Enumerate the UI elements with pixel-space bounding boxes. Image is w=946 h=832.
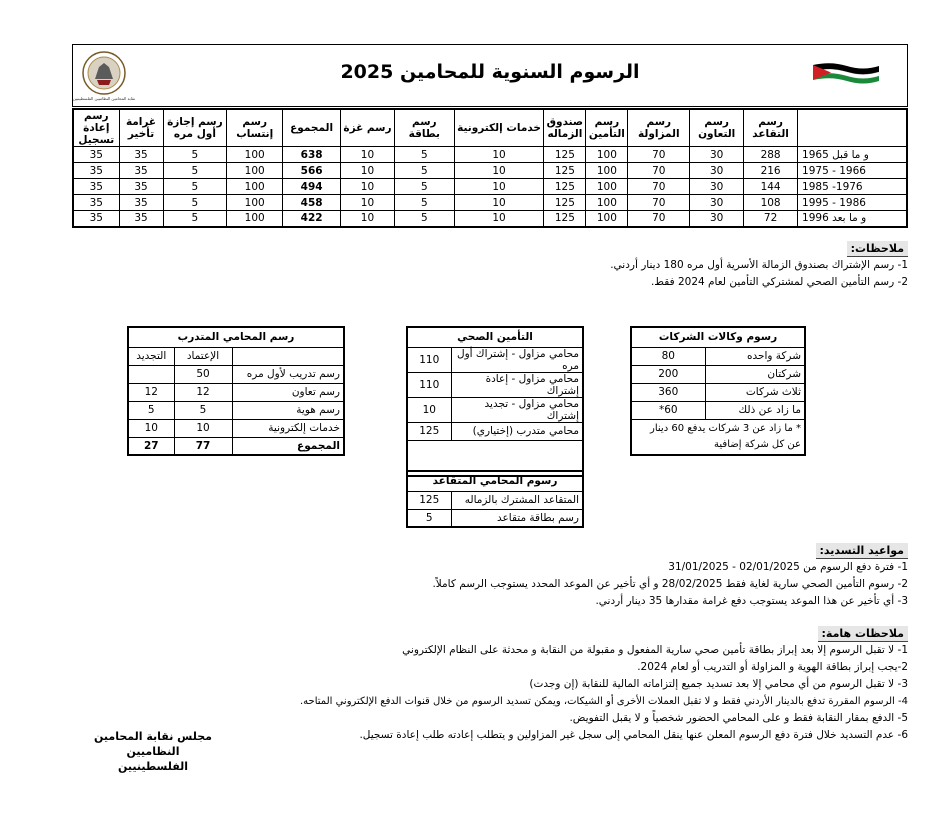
row-label: شركة واحده: [705, 347, 805, 365]
total-accredit: 77: [174, 437, 232, 455]
total-label: المجموع: [232, 437, 344, 455]
row-label: شركتان: [705, 365, 805, 383]
deadline-item: 3- أي تأخير عن هذا الموعد يستوجب دفع غرامة مقدارها 35 دينار أردني.: [595, 595, 908, 607]
companies-footnote: * ما زاد عن 3 شركات يدفع 60 دينار عن كل شركة إضافية: [631, 419, 805, 455]
practice-cell: 70: [628, 147, 690, 163]
membership-cell: 100: [227, 163, 283, 179]
health-insurance-table: [406, 326, 584, 477]
row-value: 125: [407, 422, 451, 440]
insurance-cell: 100: [586, 195, 628, 211]
notes-heading: ملاحظات:: [847, 241, 908, 257]
companies-title: رسوم وكالات الشركات: [631, 327, 805, 347]
table-row: [631, 383, 805, 401]
first-license-cell: 5: [163, 179, 227, 195]
membership-cell: 100: [227, 179, 283, 195]
total-cell: 494: [283, 179, 341, 195]
col-first-license: رسم إجازة أول مره: [163, 109, 227, 147]
important-item: 2-يجب إبراز بطاقة الهوية و المزاولة أو التدريب أو لعام 2024.: [637, 661, 908, 673]
table-row: [407, 372, 583, 397]
e-services-cell: 10: [454, 195, 544, 211]
cooperation-cell: 30: [690, 163, 744, 179]
trainee-fees-table: [127, 326, 345, 456]
row-label: المتقاعد المشترك بالزماله: [451, 491, 583, 509]
retired-fees-table: [406, 470, 584, 528]
svg-text:نقابة المحامين النظاميين الفلس: نقابة المحامين النظاميين الفلسطينيين: [72, 96, 136, 101]
row-label: محامي متدرب (إختياري): [451, 422, 583, 440]
retirement-cell: 216: [744, 163, 798, 179]
deadline-item: 2- رسوم التأمين الصحي سارية لغاية فقط 28/02/2025 و أي تأخير عن الموعد المحدد يستوجب الرسم كاملاً.: [432, 578, 908, 590]
year-range-cell: 1995 - 1986: [798, 195, 907, 211]
col-e-services: خدمات إلكترونية: [454, 109, 544, 147]
insurance-cell: 100: [586, 211, 628, 227]
first-license-cell: 5: [163, 147, 227, 163]
row-label: محامي مزاول - إعادة إشتراك: [451, 372, 583, 397]
cooperation-cell: 30: [690, 179, 744, 195]
important-notes-section: [248, 626, 908, 744]
retirement-cell: 288: [744, 147, 798, 163]
re-registration-cell: 35: [73, 147, 119, 163]
card-cell: 5: [394, 147, 454, 163]
row-label: محامي مزاول - إشتراك أول مره: [451, 347, 583, 372]
important-item: 1- لا تقبل الرسوم إلا بعد إبراز بطاقة تأمين صحي سارية المفعول و مقبولة من النقابة و محدثة على النظام الإلكتروني: [402, 644, 908, 656]
e-services-cell: 10: [454, 179, 544, 195]
row-label: رسم تعاون: [232, 383, 344, 401]
important-item: 4- الرسوم المقررة تدفع بالدينار الأردني فقط و لا تقبل العملات الأخرى أو الشيكات، ويمكن تسديد الرسوم من خلال قنوات الدفع الإلكتروني المتاحه.: [300, 696, 908, 707]
gaza-cell: 10: [341, 195, 395, 211]
late-fine-cell: 35: [119, 179, 163, 195]
gaza-cell: 10: [341, 179, 395, 195]
row-value: 200: [631, 365, 705, 383]
note-item: 1- رسم الإشتراك بصندوق الزمالة الأسرية أول مره 180 دينار أردني.: [610, 259, 908, 271]
first-license-cell: 5: [163, 195, 227, 211]
e-services-cell: 10: [454, 211, 544, 227]
important-item: 3- لا تقبل الرسوم من أي محامي إلا بعد تسديد جميع إلتزاماته المالية للنقابة (إن وجدت): [529, 678, 908, 690]
late-fine-cell: 35: [119, 147, 163, 163]
table-row: [128, 383, 344, 401]
col-year-range: [798, 109, 907, 147]
row-value: 110: [407, 347, 451, 372]
page-title: الرسوم السنوية للمحامين 2025: [340, 61, 640, 83]
row-value: 10: [407, 397, 451, 422]
row-label: محامي مزاول - تجديد إشتراك: [451, 397, 583, 422]
table-row: [73, 211, 907, 227]
retired-title: رسوم المحامي المتقاعد: [407, 471, 583, 491]
row-value: 360: [631, 383, 705, 401]
companies-fees-table: [630, 326, 806, 456]
accredit-value: 12: [174, 383, 232, 401]
col-accredit: الإعتماد: [174, 347, 232, 365]
late-fine-cell: 35: [119, 195, 163, 211]
deadline-item: 1- فترة دفع الرسوم من 02/01/2025 - 31/01/2025: [668, 561, 908, 573]
accredit-value: 50: [174, 365, 232, 383]
total-cell: 566: [283, 163, 341, 179]
row-label: خدمات إلكترونية: [232, 419, 344, 437]
palestine-flag-icon: [811, 61, 881, 85]
col-membership: رسم إنتساب: [227, 109, 283, 147]
row-label: رسم هوية: [232, 401, 344, 419]
header-box: [72, 44, 908, 107]
col-practice: رسم المزاولة: [628, 109, 690, 147]
re-registration-cell: 35: [73, 195, 119, 211]
first-license-cell: 5: [163, 163, 227, 179]
membership-cell: 100: [227, 211, 283, 227]
practice-cell: 70: [628, 195, 690, 211]
e-services-cell: 10: [454, 163, 544, 179]
row-value: 5: [407, 509, 451, 527]
row-label: ثلاث شركات: [705, 383, 805, 401]
important-heading: ملاحظات هامة:: [818, 626, 908, 642]
col-cooperation: رسم التعاون: [690, 109, 744, 147]
empty-cell: [232, 347, 344, 365]
col-card: رسم بطاقة: [394, 109, 454, 147]
practice-cell: 70: [628, 163, 690, 179]
renew-value: [128, 365, 174, 383]
col-renew: التجديد: [128, 347, 174, 365]
row-value: 80: [631, 347, 705, 365]
gaza-cell: 10: [341, 163, 395, 179]
first-license-cell: 5: [163, 211, 227, 227]
signature-block: [80, 729, 226, 774]
col-re-registration: رسم إعادة تسجيل: [73, 109, 119, 147]
accredit-value: 5: [174, 401, 232, 419]
signature-line: الفلسطينيين: [117, 760, 189, 773]
e-services-cell: 10: [454, 147, 544, 163]
table-row: [73, 163, 907, 179]
row-label: ما زاد عن ذلك: [705, 401, 805, 419]
fellowship-cell: 125: [544, 179, 586, 195]
fellowship-cell: 125: [544, 211, 586, 227]
year-range-cell: 1965 و ما قبل: [798, 147, 907, 163]
col-gaza: رسم غزة: [341, 109, 395, 147]
col-retirement: رسم التقاعد: [744, 109, 798, 147]
row-label: رسم تدريب لأول مره: [232, 365, 344, 383]
cooperation-cell: 30: [690, 211, 744, 227]
table-row: [407, 491, 583, 509]
fellowship-cell: 125: [544, 195, 586, 211]
cooperation-cell: 30: [690, 195, 744, 211]
total-renew: 27: [128, 437, 174, 455]
row-value: 125: [407, 491, 451, 509]
retirement-cell: 144: [744, 179, 798, 195]
late-fine-cell: 35: [119, 163, 163, 179]
renew-value: 10: [128, 419, 174, 437]
notes-section: [108, 241, 908, 291]
col-insurance: رسم التأمين: [586, 109, 628, 147]
year-range-cell: 1996 و ما بعد: [798, 211, 907, 227]
table-row: [631, 401, 805, 419]
renew-value: 12: [128, 383, 174, 401]
total-cell: 422: [283, 211, 341, 227]
table-row: [407, 422, 583, 440]
col-late-fine: غرامة تأخير: [119, 109, 163, 147]
table-row: [128, 365, 344, 383]
table-row: [73, 179, 907, 195]
practice-cell: 70: [628, 211, 690, 227]
table-row: [73, 147, 907, 163]
retirement-cell: 108: [744, 195, 798, 211]
row-value: 60*: [631, 401, 705, 419]
col-fellowship-fund: صندوق الزماله: [544, 109, 586, 147]
fellowship-cell: 125: [544, 163, 586, 179]
retirement-cell: 72: [744, 211, 798, 227]
total-cell: 458: [283, 195, 341, 211]
table-row: [407, 509, 583, 527]
card-cell: 5: [394, 179, 454, 195]
fees-header-row: [73, 109, 907, 147]
important-item: 6- عدم التسديد خلال فترة دفع الرسوم المعلن عنها ينقل المحامي إلى سجل غير المزاولين و يتطلب إعادته طلب إعادة تسجيل.: [359, 729, 908, 741]
fellowship-cell: 125: [544, 147, 586, 163]
annual-fees-table: [72, 108, 908, 228]
re-registration-cell: 35: [73, 179, 119, 195]
table-row: [407, 347, 583, 372]
trainee-title: رسم المحامي المتدرب: [128, 327, 344, 347]
note-item: 2- رسم التأمين الصحي لمشتركي التأمين لعام 2024 فقط.: [650, 276, 908, 288]
year-range-cell: 1975 - 1966: [798, 163, 907, 179]
table-row: [631, 347, 805, 365]
late-fine-cell: 35: [119, 211, 163, 227]
row-label: رسم بطاقة متقاعد: [451, 509, 583, 527]
table-row: [407, 397, 583, 422]
re-registration-cell: 35: [73, 211, 119, 227]
year-range-cell: 1985 -1976: [798, 179, 907, 195]
membership-cell: 100: [227, 147, 283, 163]
important-item: 5- الدفع بمقار النقابة فقط و على المحامي الحضور شخصياً و لا يقبل التفويض.: [569, 712, 908, 724]
deadlines-heading: مواعيد التسديد:: [816, 543, 909, 559]
insurance-cell: 100: [586, 147, 628, 163]
health-title: التأمين الصحي: [407, 327, 583, 347]
insurance-cell: 100: [586, 163, 628, 179]
gaza-cell: 10: [341, 147, 395, 163]
card-cell: 5: [394, 195, 454, 211]
renew-value: 5: [128, 401, 174, 419]
table-row: [128, 419, 344, 437]
trainee-header-row: [128, 347, 344, 365]
membership-cell: 100: [227, 195, 283, 211]
re-registration-cell: 35: [73, 163, 119, 179]
cooperation-cell: 30: [690, 147, 744, 163]
table-row: [631, 365, 805, 383]
deadlines-section: [108, 543, 908, 610]
table-row: [73, 195, 907, 211]
insurance-cell: 100: [586, 179, 628, 195]
signature-line: مجلس نقابة المحامين النظاميين: [94, 730, 212, 758]
col-total: المجموع: [283, 109, 341, 147]
practice-cell: 70: [628, 179, 690, 195]
card-cell: 5: [394, 211, 454, 227]
card-cell: 5: [394, 163, 454, 179]
accredit-value: 10: [174, 419, 232, 437]
row-value: 110: [407, 372, 451, 397]
total-cell: 638: [283, 147, 341, 163]
total-row: [128, 437, 344, 455]
gaza-cell: 10: [341, 211, 395, 227]
table-row: [128, 401, 344, 419]
